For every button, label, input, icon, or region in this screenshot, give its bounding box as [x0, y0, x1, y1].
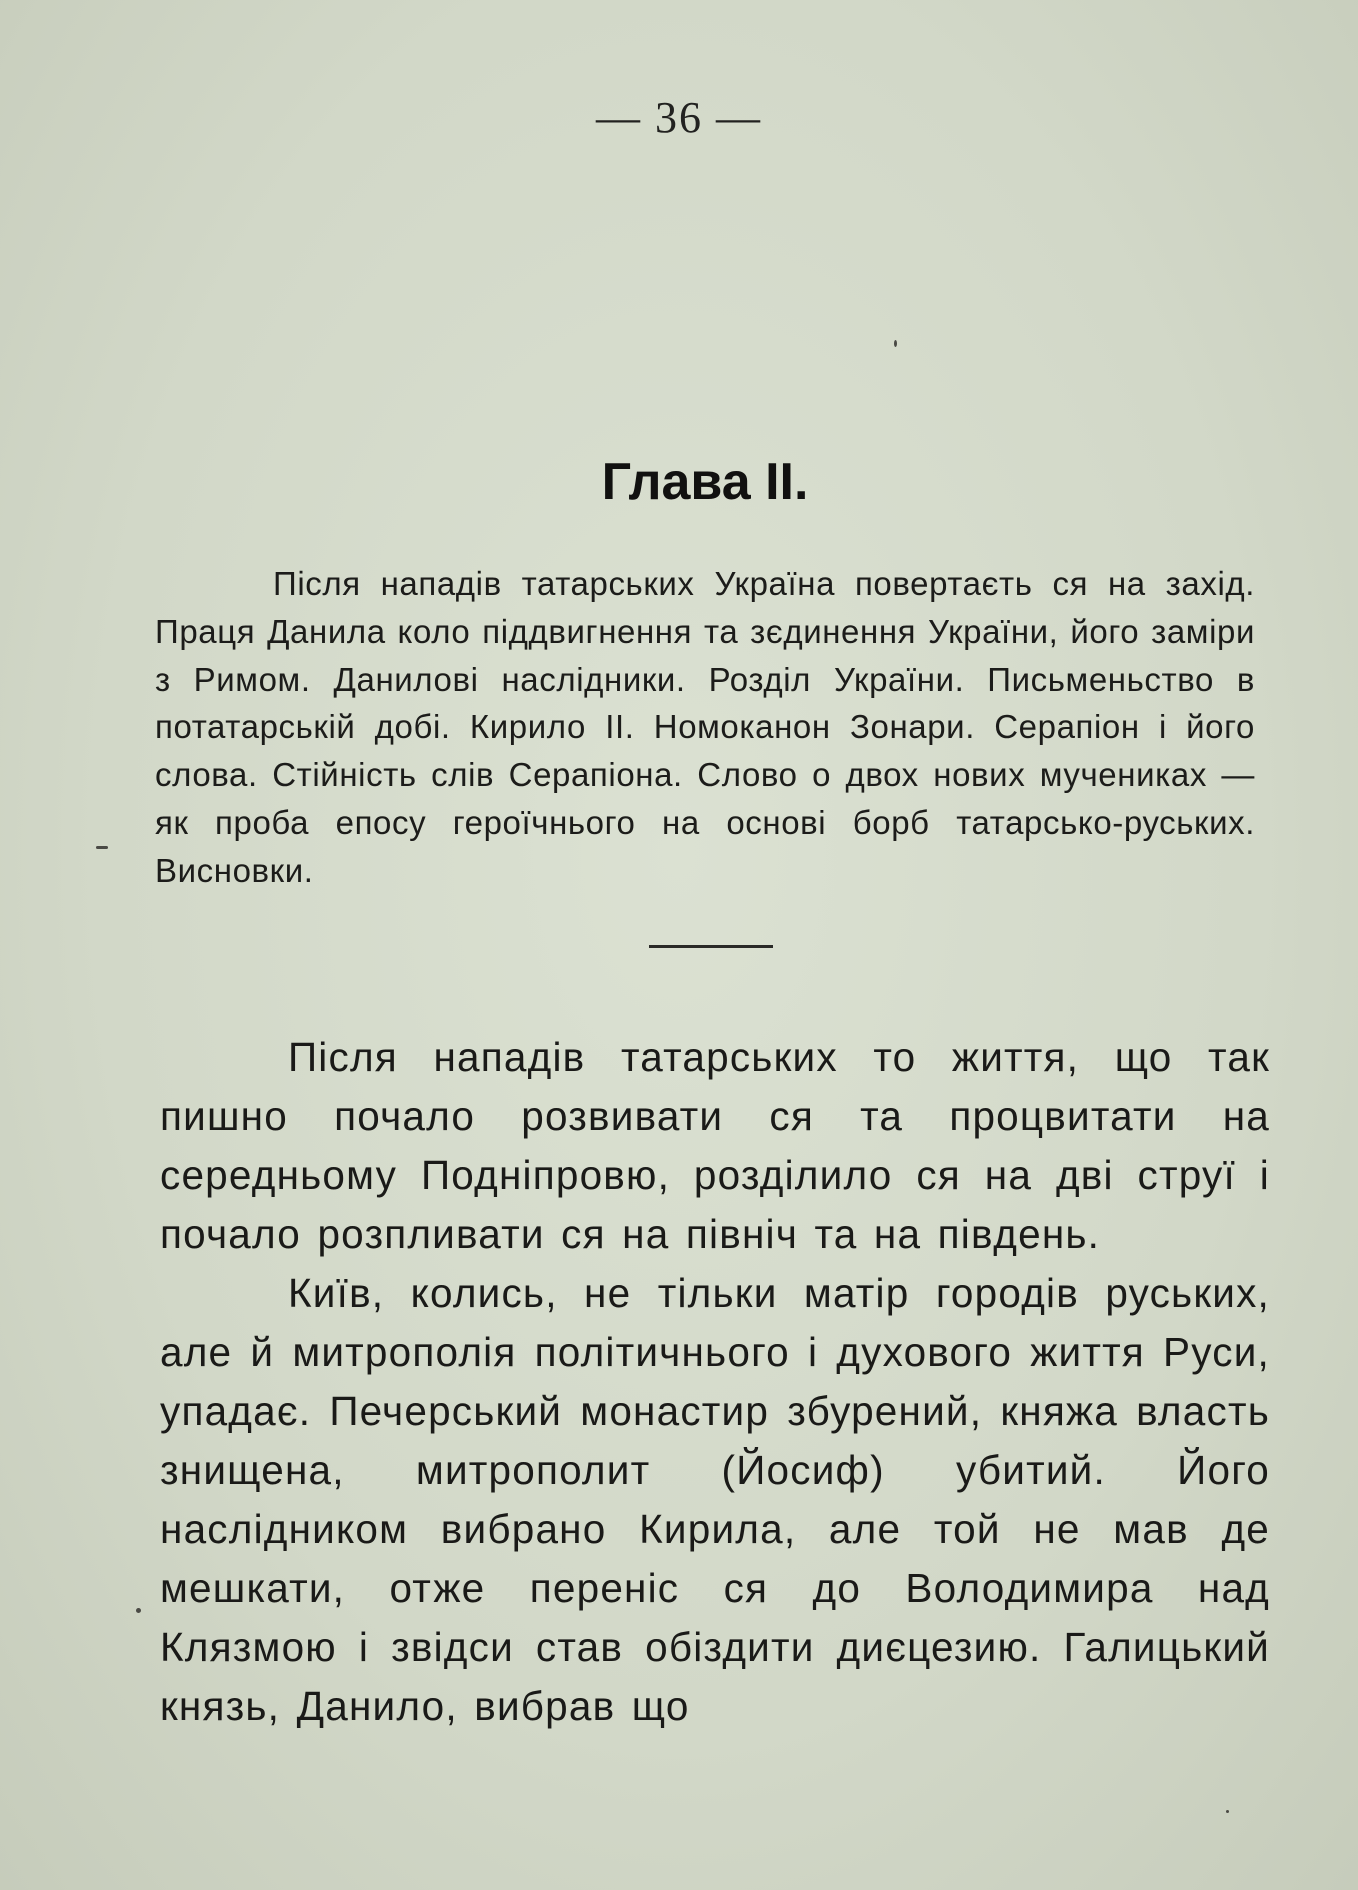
chapter-summary: Після нападів татарських Україна повертаєть ся на захід. Праця Данила коло піддвигнення та зєдинення України, його заміри з Римом. Даниловi наслiдники. Роздiл України. Письменьство в потатарськiй добi. Кирило II. Номоканон Зонари. Серапiон i його слова. Стiйнiсть слiв Серапiона. Слово о двох нових мучениках — як проба епосу героїчнього на основi борб татарсько-руських. Висновки.: [155, 565, 1255, 889]
paragraph: Київ, колись, не тiльки матiр городiв руських, але й митрополiя полiтичнього i духового життя Руси, упадає. Печерський монастир збурений, княжа власть знищена, митрополит (Йосиф) убитий. Його наслiдником вибрано Кирила, але той не мав де мешкати, отже перенiс ся до Володимира над Клязмою i звiдси став обiздити диєцезию. Галицький князь, Данило, вибрав що: [160, 1270, 1270, 1729]
paper-speck: [894, 340, 897, 347]
page-number: — 36 —: [596, 93, 762, 142]
paper-speck: [136, 1608, 141, 1613]
paper-speck: [96, 846, 108, 849]
paper-speck: [1226, 1810, 1229, 1813]
chapter-title: Глава II.: [601, 453, 809, 511]
body-text: [160, 1028, 1270, 1736]
section-divider: [649, 945, 773, 948]
paragraph: Після нападів татарських то життя, що так пишно почало розвивати ся та процвитати на середньому Поднiпровю, роздiлило ся на двi струї i почало розпливати ся на пiвнiч та на пiвдень.: [160, 1034, 1270, 1257]
